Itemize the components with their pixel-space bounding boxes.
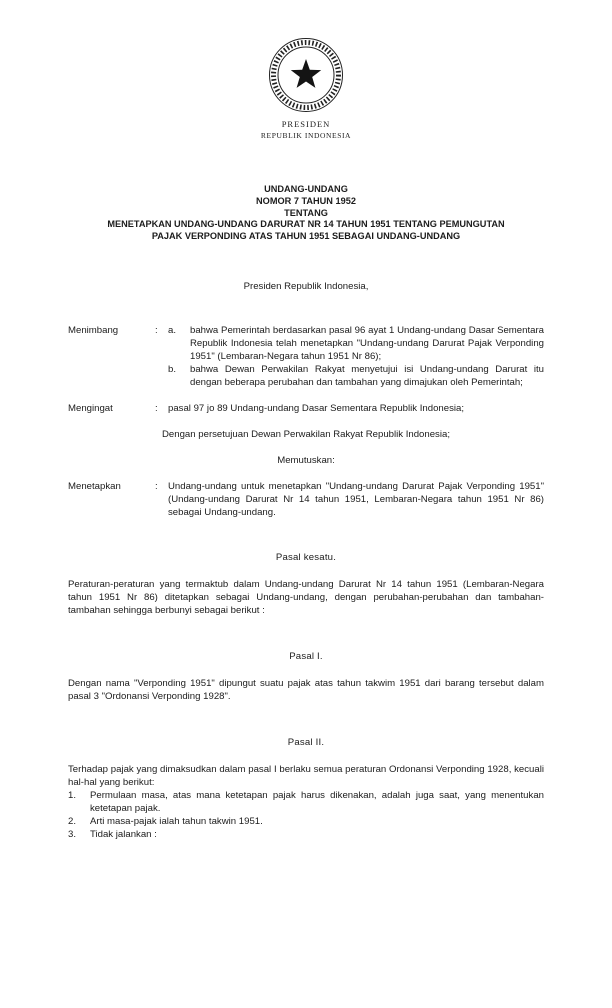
menimbang-label: Menimbang	[68, 324, 119, 336]
pasal-1-heading: Pasal I.	[289, 650, 323, 662]
list-marker-3: 3.	[68, 828, 77, 840]
consideration-marker-a: a.	[168, 324, 177, 336]
consideration-item-b	[168, 363, 544, 389]
mengingat-colon: :	[155, 402, 158, 414]
list-item-1	[68, 789, 544, 815]
agreement-line: Dengan persetujuan Dewan Perwakilan Rakyat Republik Indonesia;	[162, 428, 450, 440]
consideration-item-a	[168, 324, 544, 363]
mengingat-label: Mengingat	[68, 402, 113, 414]
letterhead-republik-indonesia: REPUBLIK INDONESIA	[260, 131, 352, 140]
letterhead-presiden: PRESIDEN	[281, 119, 331, 129]
pasal-2-heading: Pasal II.	[287, 736, 325, 748]
consideration-text-b: bahwa Dewan Perwakilan Rakyat menyetujui isi Undang-undang Darurat itu dengan beberapa perubahan dan tambahan yang dimajukan oleh Pemerintah;	[190, 363, 544, 388]
consideration-text-a: bahwa Pemerintah berdasarkan pasal 96 ayat 1 Undang-undang Dasar Sementara Republik Indonesia telah menetapkan "Undang-undang Darurat Pajak Verponding 1951" (Lembaran-Negara tahun 1951 Nr 86);	[190, 324, 544, 362]
list-text-1: Permulaan masa, atas mana ketetapan pajak harus dikenakan, adalah juga saat, yang menentukan ketetapan pajak.	[90, 789, 544, 814]
menetapkan-label: Menetapkan	[68, 480, 121, 492]
list-text-3: Tidak jalankan :	[90, 828, 157, 840]
title-line-5: PAJAK VERPONDING ATAS TAHUN 1951 SEBAGAI UNDANG-UNDANG	[151, 231, 461, 242]
title-line-3: TENTANG	[284, 207, 328, 218]
list-marker-1: 1.	[68, 789, 77, 801]
list-item-2	[68, 815, 544, 828]
mengingat-section	[68, 402, 544, 415]
menimbang-colon: :	[155, 324, 158, 336]
consideration-marker-b: b.	[168, 363, 177, 375]
menetapkan-section	[68, 480, 544, 519]
document-title	[68, 184, 544, 243]
mengingat-text: pasal 97 jo 89 Undang-undang Dasar Sementara Republik Indonesia;	[168, 402, 465, 414]
list-text-2: Arti masa-pajak ialah tahun takwin 1951.	[90, 815, 263, 827]
presidential-seal-icon	[267, 36, 345, 114]
letterhead	[68, 36, 544, 140]
menetapkan-colon: :	[155, 480, 158, 492]
menetapkan-text: Undang-undang untuk menetapkan "Undang-undang Darurat Pajak Verponding 1951" (Undang-undang Darurat Nr 14 tahun 1951, Lembaran-Negara tahun 1951 Nr 86) sebagai Undang-undang.	[168, 480, 544, 518]
pasal-1-paragraph: Dengan nama "Verponding 1951" dipungut suatu pajak atas tahun takwim 1951 dari barang tersebut dalam pasal 3 "Ordonansi Verponding 1928".	[68, 677, 544, 702]
list-item-3	[68, 828, 544, 841]
pasal-kesatu-paragraph: Peraturan-peraturan yang termaktub dalam Undang-undang Darurat Nr 14 tahun 1951 (Lembaran-Negara tahun 1951 Nr 86) ditetapkan sebagai Undang-undang, dengan perubahan-perubahan dan tambahan-tambahan sehingga berbunyi sebagai berikut :	[68, 578, 544, 616]
memutuskan-line: Memutuskan:	[277, 454, 335, 466]
pasal-2-list	[68, 789, 544, 841]
title-line-2: NOMOR 7 TAHUN 1952	[256, 195, 356, 206]
pasal-kesatu-heading: Pasal kesatu.	[275, 551, 337, 563]
menimbang-content	[168, 324, 544, 389]
pasal-2-paragraph: Terhadap pajak yang dimaksudkan dalam pasal I berlaku semua peraturan Ordonansi Verponding 1928, kecuali hal-hal yang berikut:	[68, 763, 544, 788]
menimbang-section	[68, 324, 544, 389]
opening-line: Presiden Republik Indonesia,	[243, 280, 369, 292]
list-marker-2: 2.	[68, 815, 77, 827]
title-line-4: MENETAPKAN UNDANG-UNDANG DARURAT NR 14 TAHUN 1951 TENTANG PEMUNGUTAN	[107, 219, 505, 230]
title-line-1: UNDANG-UNDANG	[264, 184, 348, 194]
